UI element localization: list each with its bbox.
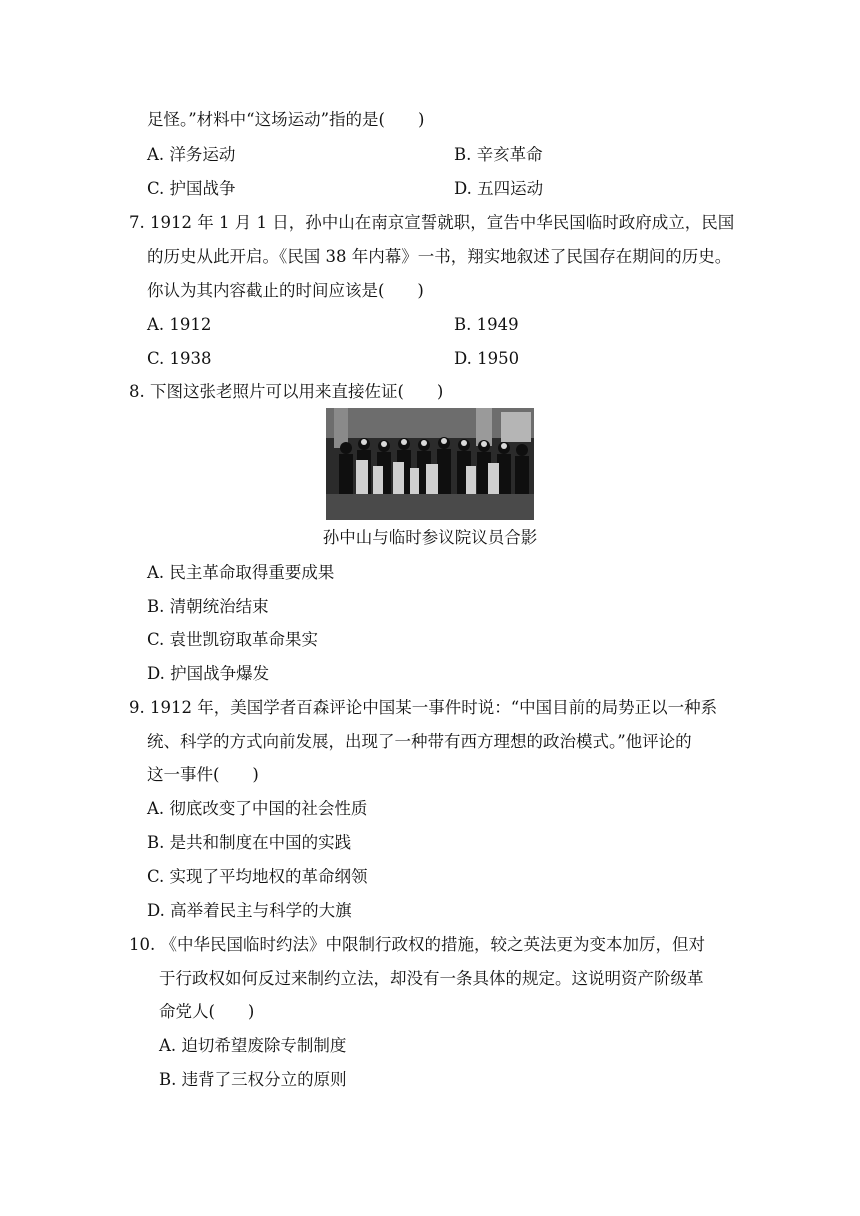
question-8-option-d[interactable]: D. 护国战争爆发 (147, 664, 270, 683)
question-6-option-b[interactable]: B. 辛亥革命 (454, 145, 543, 164)
question-9-option-d[interactable]: D. 高举着民主与科学的大旗 (147, 901, 352, 920)
question-7-stem-line-2: 的历史从此开启。《民国 38 年内幕》一书，翔实地叙述了民国存在期间的历史。 (147, 247, 732, 266)
question-10-option-b[interactable]: B. 违背了三权分立的原则 (159, 1070, 347, 1089)
question-7-option-a[interactable]: A. 1912 (147, 315, 212, 334)
question-8-stem: 8. 下图这张老照片可以用来直接佐证( ) (129, 382, 444, 401)
question-7-stem-line-3: 你认为其内容截止的时间应该是( ) (147, 281, 424, 300)
question-9-stem-line-2: 统、科学的方式向前发展，出现了一种带有西方理想的政治模式。”他评论的 (147, 732, 692, 751)
question-6-option-d[interactable]: D. 五四运动 (454, 179, 544, 198)
question-7-option-b[interactable]: B. 1949 (454, 315, 519, 334)
question-7-option-d[interactable]: D. 1950 (454, 349, 520, 368)
question-9-stem-line-3: 这一事件( ) (147, 765, 259, 784)
question-9-option-b[interactable]: B. 是共和制度在中国的实践 (147, 833, 352, 852)
question-10-stem-line-2: 于行政权如何反过来制约立法，却没有一条具体的规定。这说明资产阶级革 (159, 969, 704, 988)
group-photo-illustration (326, 408, 534, 520)
question-10-option-a[interactable]: A. 迫切希望废除专制制度 (159, 1036, 347, 1055)
question-9-option-a[interactable]: A. 彻底改变了中国的社会性质 (147, 799, 368, 818)
question-7-stem-line-1: 7. 1912 年 1 月 1 日，孙中山在南京宣誓就职，宣告中华民国临时政府成立，民国 (129, 213, 735, 232)
question-9-stem-line-1: 9. 1912 年，美国学者百森评论中国某一事件时说：“中国目前的局势正以一种系 (129, 698, 718, 717)
question-6-option-c[interactable]: C. 护国战争 (147, 179, 236, 198)
question-10-stem-line-1: 10. 《中华民国临时约法》中限制行政权的措施，较之英法更为变本加厉，但对 (129, 935, 705, 954)
question-7-option-c[interactable]: C. 1938 (147, 349, 212, 368)
question-6-option-a[interactable]: A. 洋务运动 (147, 145, 236, 164)
question-6-stem-tail: 足怪。”材料中“这场运动”指的是( ) (147, 110, 425, 129)
question-8-option-b[interactable]: B. 清朝统治结束 (147, 597, 269, 616)
question-9-option-c[interactable]: C. 实现了平均地权的革命纲领 (147, 867, 368, 886)
question-8-option-c[interactable]: C. 袁世凯窃取革命果实 (147, 630, 319, 649)
historical-group-photo (326, 408, 534, 520)
question-8-option-a[interactable]: A. 民主革命取得重要成果 (147, 563, 335, 582)
question-10-stem-line-3: 命党人( ) (159, 1002, 255, 1021)
photo-caption: 孙中山与临时参议院议员合影 (322, 528, 538, 547)
